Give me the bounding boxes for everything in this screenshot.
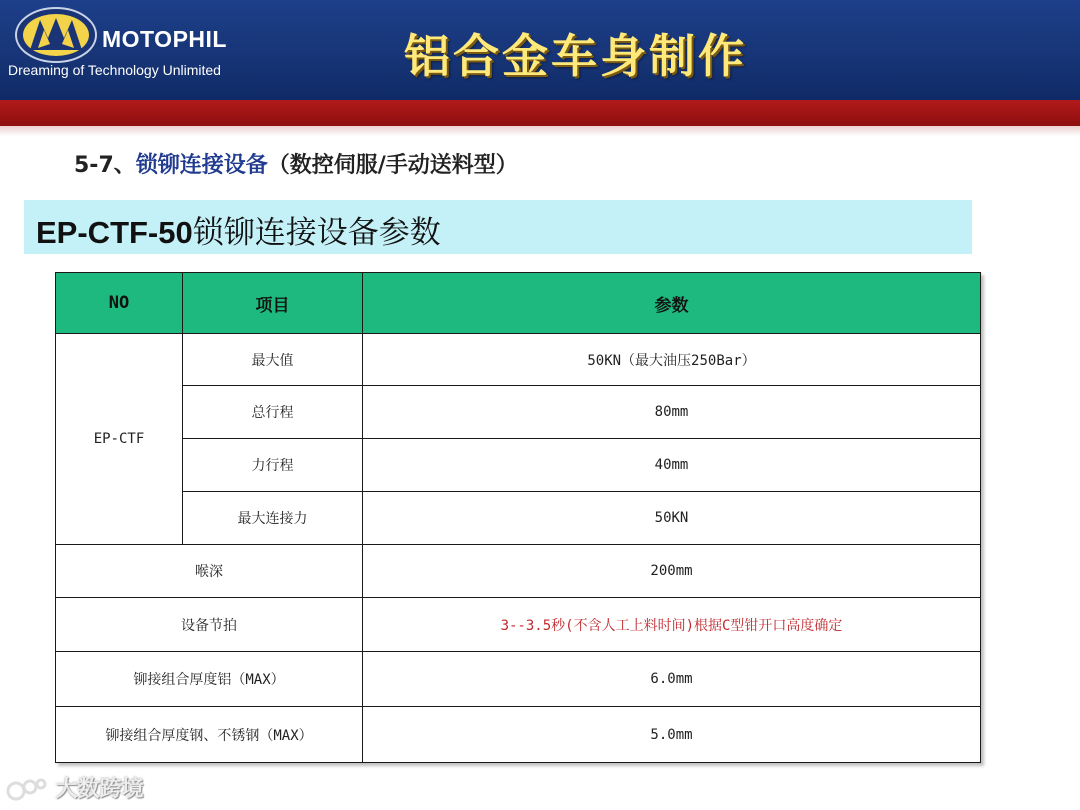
row-item: 铆接组合厚度铝（MAX） — [56, 652, 363, 707]
row-value: 50KN（最大油压250Bar） — [363, 334, 981, 386]
row-value: 200mm — [363, 545, 981, 598]
table-row — [56, 545, 981, 598]
section-name: 锁铆连接设备 — [135, 153, 268, 178]
row-value-highlight: 3--3.5秒(不含人工上料时间)根据C型钳开口高度确定 — [363, 598, 981, 652]
row-value: 50KN — [363, 492, 981, 545]
row-value: 5.0mm — [363, 707, 981, 763]
brand-name: MOTOPHIL — [102, 26, 227, 52]
model-code: EP-CTF-50 — [36, 215, 193, 250]
slide-title: 铝合金车身制作 — [404, 29, 747, 83]
row-value: 80mm — [363, 386, 981, 439]
parameter-banner — [24, 200, 972, 254]
watermark-text: 大数跨境 — [55, 777, 144, 802]
row-item: 最大连接力 — [183, 492, 363, 545]
row-item: 喉深 — [56, 545, 363, 598]
table-row — [56, 386, 981, 439]
watermark — [6, 772, 144, 804]
section-subtitle — [74, 148, 518, 179]
row-value: 6.0mm — [363, 652, 981, 707]
table-row — [56, 334, 981, 386]
parameter-title-text: 锁铆连接设备参数 — [192, 215, 441, 251]
row-item: 铆接组合厚度钢、不锈钢（MAX） — [56, 707, 363, 763]
table-row — [56, 707, 981, 763]
row-item: 最大值 — [183, 334, 363, 386]
table-row — [56, 492, 981, 545]
parameter-title — [36, 207, 441, 252]
header-item: 项目 — [183, 273, 363, 334]
header-value: 参数 — [363, 273, 981, 334]
header-no: NO — [56, 273, 183, 334]
header-fade — [0, 126, 1080, 136]
table-row — [56, 652, 981, 707]
row-value: 40mm — [363, 439, 981, 492]
row-item: 总行程 — [183, 386, 363, 439]
brand-tagline: Dreaming of Technology Unlimited — [8, 62, 221, 78]
table-row — [56, 439, 981, 492]
section-note: （数控伺服/手动送料型） — [267, 153, 518, 178]
row-item: 设备节拍 — [56, 598, 363, 652]
table-header-row — [56, 273, 981, 334]
row-item: 力行程 — [183, 439, 363, 492]
motophil-logo-icon — [14, 6, 98, 64]
section-number: 5-7、 — [74, 153, 136, 178]
spec-table — [55, 272, 981, 763]
group-label: EP-CTF — [56, 334, 183, 545]
watermark-logo-icon — [6, 776, 48, 804]
table-row — [56, 598, 981, 652]
header-red-stripe — [0, 100, 1080, 126]
